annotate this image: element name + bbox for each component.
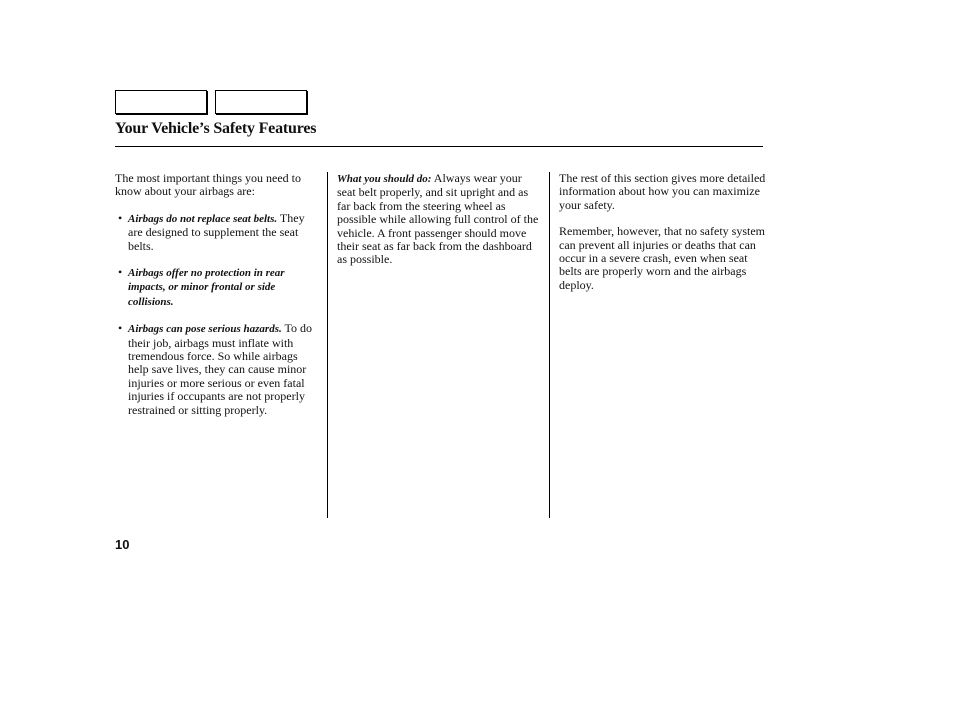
bullet-heading: Airbags do not replace seat belts. [128, 212, 278, 225]
title-rule [115, 146, 763, 147]
bullet-heading: Airbags offer no protection in rear impacts, or minor frontal or side collisions. [128, 267, 285, 308]
column-divider-1 [327, 172, 328, 518]
nav-tab-box-2[interactable] [215, 90, 307, 114]
column-divider-2 [549, 172, 550, 518]
what-to-do-paragraph [337, 172, 542, 267]
intro-paragraph: The most important things you need to know about your airbags are: [115, 171, 301, 199]
what-to-do-lead: What you should do: [337, 173, 432, 185]
section-overview-paragraph: The rest of this section gives more detailed information about how you can maximize your safety. [559, 171, 766, 212]
airbag-facts-list [115, 212, 320, 417]
list-item [115, 212, 320, 253]
bullet-body: They are designed to supplement the seat belts. [128, 210, 305, 253]
bullet-icon: • [118, 265, 123, 280]
nav-tab-box-1[interactable] [115, 90, 207, 114]
safety-disclaimer-paragraph: Remember, however, that no safety system can prevent all injuries or deaths that can occur in a severe crash, even when seat belts are properly worn and the airbags deploy. [559, 224, 765, 292]
list-item [115, 266, 320, 309]
column-1 [115, 172, 320, 430]
column-3 [559, 172, 769, 292]
column-2 [337, 172, 542, 267]
list-item [115, 322, 320, 417]
what-to-do-text: Always wear your seat belt properly, and sit upright and as far back from the steering wheel as possible while allowing full control of the vehicle. A front passenger should move their seat as far back from the dashboard as possible. [337, 171, 539, 267]
page-number: 10 [115, 537, 130, 552]
page-title: Your Vehicle’s Safety Features [115, 120, 317, 137]
bullet-heading: Airbags can pose serious hazards. [128, 323, 282, 336]
bullet-icon: • [118, 321, 123, 336]
bullet-body: To do their job, airbags must inflate with tremendous force. So while airbags help save lives, they can cause minor injuries or more serious or even fatal injuries if occupants are not properly restrained or sitting properly. [128, 321, 313, 417]
bullet-icon: • [118, 210, 123, 225]
